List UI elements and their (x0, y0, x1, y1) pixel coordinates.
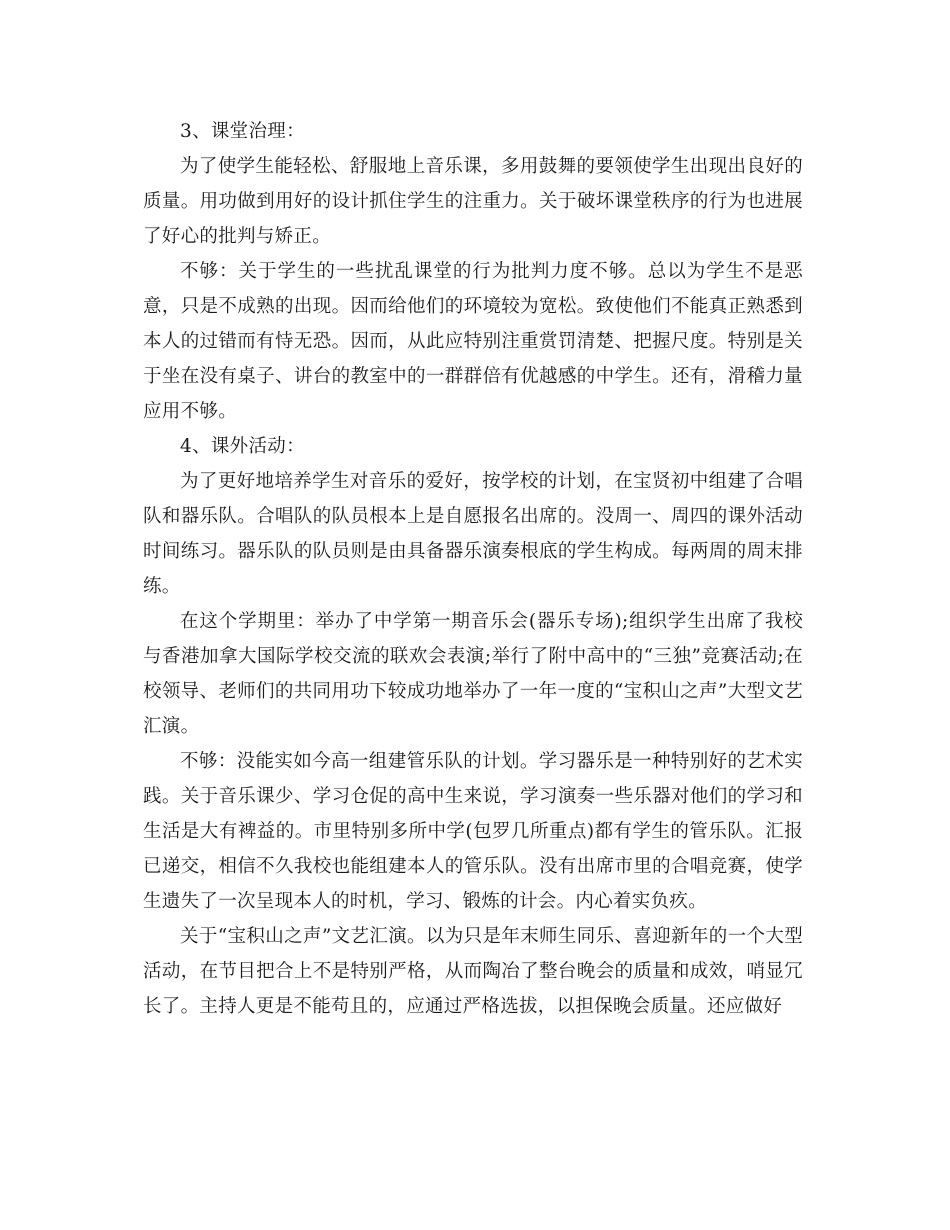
paragraph: 在这个学期里：举办了中学第一期音乐会(器乐专场);组织学生出席了我校与香港加拿大国际学校交流的联欢会表演;举行了附中高中的“三独”竞赛活动;在校领导、老师们的共同用功下较成功地举办了一年一度的“宝积山之声”大型文艺汇演。 (143, 611, 803, 737)
paragraph: 为了使学生能轻松、舒服地上音乐课，多用鼓舞的要领使学生出现出良好的质量。用功做到用好的设计抓住学生的注重力。关于破坏课堂秩序的行为也进展了好心的批判与矫正。 (143, 156, 803, 247)
paragraph: 不够：没能实如今高一组建管乐队的计划。学习器乐是一种特别好的艺术实践。关于音乐课少、学习仓促的高中生来说，学习演奏一些乐器对他们的学习和生活是大有裨益的。市里特别多所中学(包罗几所重点)都有学生的管乐队。汇报已递交，相信不久我校也能组建本人的管乐队。没有出席市里的合唱竞赛，使学生遗失了一次呈现本人的时机，学习、锻炼的计会。内心着实负疚。 (143, 751, 803, 912)
paragraph: 关于“宝积山之声”文艺汇演。以为只是年末师生同乐、喜迎新年的一个大型活动，在节目把合上不是特别严格，从而陶冶了整台晚会的质量和成效，哨显冗长了。主持人更是不能苟且的，应通过严格选拔，以担保晚会质量。还应做好 (143, 926, 803, 1017)
section-heading-classroom-management: 3、课堂治理： (180, 121, 305, 142)
section-heading-extracurricular: 4、课外活动： (180, 436, 305, 457)
document-body (143, 114, 803, 1024)
paragraph: 不够：关于学生的一些扰乱课堂的行为批判力度不够。总以为学生不是恶意，只是不成熟的出现。因而给他们的环境较为宽松。致使他们不能真正熟悉到本人的过错而有恃无恐。因而，从此应特别注重赏罚清楚、把握尺度。特别是关于坐在没有桌子、讲台的教室中的一群群倍有优越感的中学生。还有，滑稽力量应用不够。 (143, 261, 803, 422)
paragraph: 为了更好地培养学生对音乐的爱好，按学校的计划，在宝贤初中组建了合唱队和器乐队。合唱队的队员根本上是自愿报名出席的。没周一、周四的课外活动时间练习。器乐队的队员则是由具备器乐演奏根底的学生构成。每两周的周末排练。 (143, 471, 803, 597)
